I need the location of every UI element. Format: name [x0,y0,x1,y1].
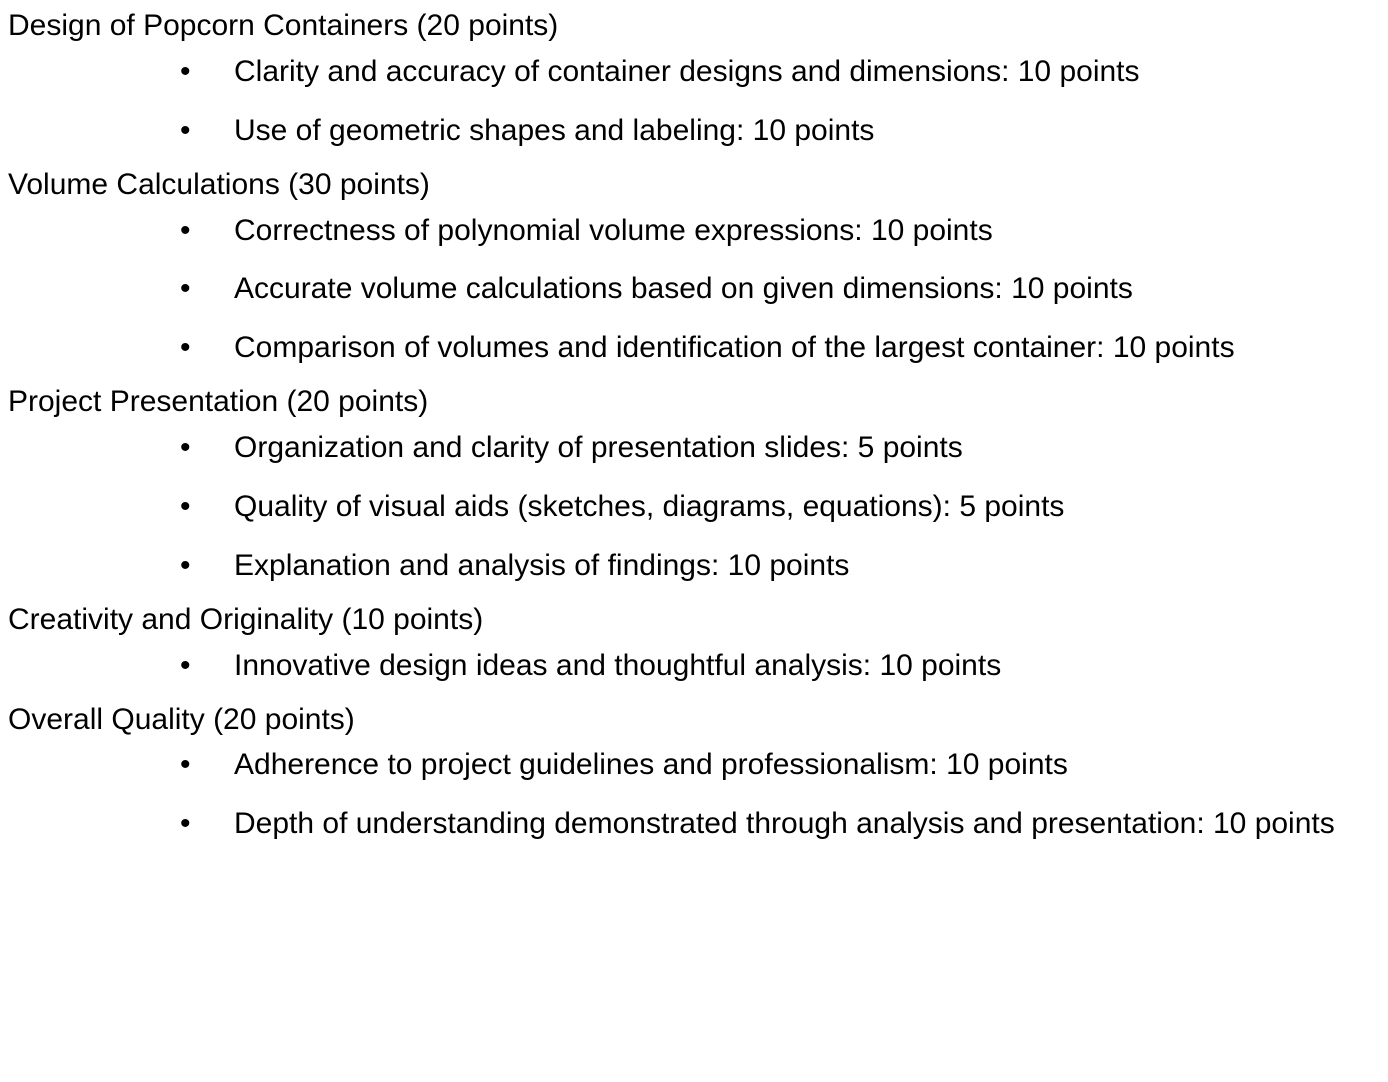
rubric-section [0,382,1388,586]
list-item [0,111,1388,151]
bullet-dot-icon: • [180,331,191,365]
list-item-text: Adherence to project guidelines and professionalism: 10 points [234,748,1068,782]
section-bullet-list [0,646,1388,686]
list-item [0,328,1388,368]
section-heading: Project Presentation (20 points) [8,385,429,419]
list-item [0,646,1388,686]
section-heading: Volume Calculations (30 points) [8,167,430,201]
rubric-section [0,165,1388,369]
list-item-text: Organization and clarity of presentation slides: 5 points [234,431,963,465]
list-item-text: Accurate volume calculations based on given dimensions: 10 points [234,272,1133,306]
list-item-text: Use of geometric shapes and labeling: 10 points [234,113,875,147]
list-item-text: Explanation and analysis of findings: 10 points [234,548,850,582]
list-item [0,804,1388,844]
section-heading: Overall Quality (20 points) [8,702,355,736]
list-item-text: Correctness of polynomial volume expressions: 10 points [234,213,993,247]
section-bullet-list [0,52,1388,151]
section-bullet-list [0,745,1388,844]
bullet-dot-icon: • [180,272,191,306]
list-item [0,52,1388,92]
list-item [0,745,1388,785]
bullet-dot-icon: • [180,648,191,682]
bullet-dot-icon: • [180,431,191,465]
bullet-dot-icon: • [180,490,191,524]
bullet-dot-icon: • [180,548,191,582]
section-heading: Creativity and Originality (10 points) [8,602,484,636]
section-bullet-list [0,428,1388,586]
bullet-dot-icon: • [180,748,191,782]
list-item [0,546,1388,586]
list-item-text: Depth of understanding demonstrated through analysis and presentation: 10 points [234,807,1335,841]
section-heading: Design of Popcorn Containers (20 points) [8,9,559,42]
bullet-dot-icon: • [180,54,191,88]
bullet-dot-icon: • [180,213,191,247]
bullet-dot-icon: • [180,807,191,841]
list-item-text: Comparison of volumes and identification of the largest container: 10 points [234,331,1235,365]
list-item-text: Innovative design ideas and thoughtful analysis: 10 points [234,648,1002,682]
rubric-section [0,6,1388,151]
section-bullet-list [0,211,1388,369]
list-item-text: Quality of visual aids (sketches, diagrams, equations): 5 points [234,490,1065,524]
list-item [0,211,1388,251]
list-item [0,269,1388,309]
rubric-section [0,600,1388,686]
bullet-dot-icon: • [180,113,191,147]
rubric-section [0,700,1388,845]
list-item [0,428,1388,468]
list-item-text: Clarity and accuracy of container designs and dimensions: 10 points [234,54,1140,88]
list-item [0,487,1388,527]
